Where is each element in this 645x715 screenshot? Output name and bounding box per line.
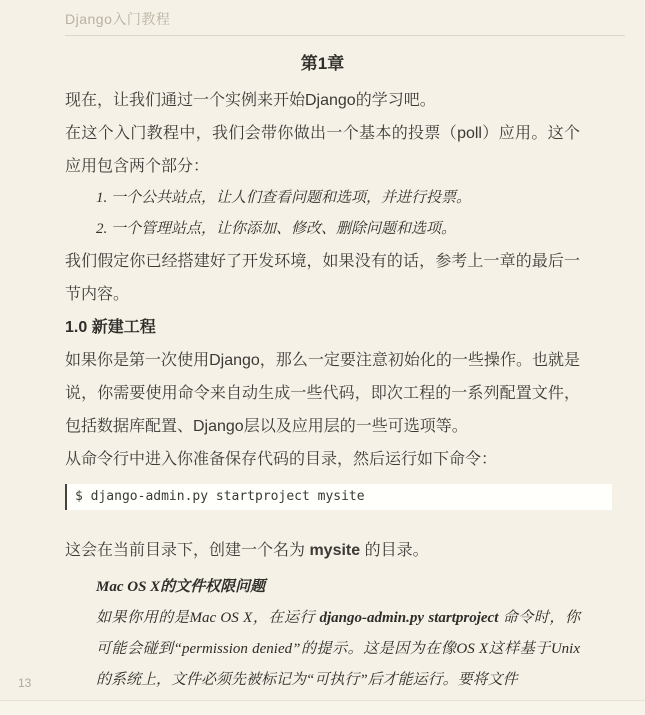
result-text-after: 的目录。 [360,542,429,559]
header-divider [65,35,625,36]
note-heading: Mac OS X的文件权限问题 [96,579,266,595]
paragraph-result [65,534,580,567]
ordered-list [96,183,580,245]
note-text-after: 命令时，你可能会碰到“permission denied”的提示。这是因为在像OS X这样基于Unix的系统上，文件必须先被标记为“可执行”后才能运行。要将文件 [96,610,580,688]
result-text-bold: mysite [309,542,361,559]
code-block [65,484,612,510]
code-command: $ django-admin.py startproject mysite [75,489,365,504]
paragraph-section-1: 如果你是第一次使用Django，那么一定要注意初始化的一些操作。也就是说，你需要使用命令来自动生成一些代码，即次工程的一系列配置文件，包括数据库配置、Django层以及应用层的一些可选项等。 [65,352,580,435]
result-text-before: 这会在当前目录下，创建一个名为 [65,542,310,559]
note-body [96,603,580,696]
list-item: 1. 一个公共站点，让人们查看问题和选项，并进行投票。 [96,190,472,206]
chapter-title: 第1章 [300,54,345,73]
list-item: 2. 一个管理站点，让你添加、修改、删除问题和选项。 [96,221,457,237]
page-header [0,0,645,29]
document-title: Django入门教程 [65,11,171,27]
page-number: 13 [18,676,32,690]
paragraph-intro-2: 在这个入门教程中，我们会带你做出一个基本的投票（poll）应用。这个应用包含两个部分： [65,125,580,175]
bottom-strip [0,701,645,715]
section-heading: 1.0 新建工程 [65,319,156,336]
document-body [65,84,580,696]
paragraph-section-2: 从命令行中进入你准备保存代码的目录，然后运行如下命令： [65,451,498,468]
paragraph-intro-1: 现在，让我们通过一个实例来开始Django的学习吧。 [65,92,436,109]
note-block [96,572,580,696]
note-text-bold: django-admin.py startproject [319,610,499,626]
paragraph-assumption: 我们假定你已经搭建好了开发环境，如果没有的话，参考上一章的最后一节内容。 [65,253,580,303]
note-text-before: 如果你用的是Mac OS X，在运行 [96,610,320,626]
